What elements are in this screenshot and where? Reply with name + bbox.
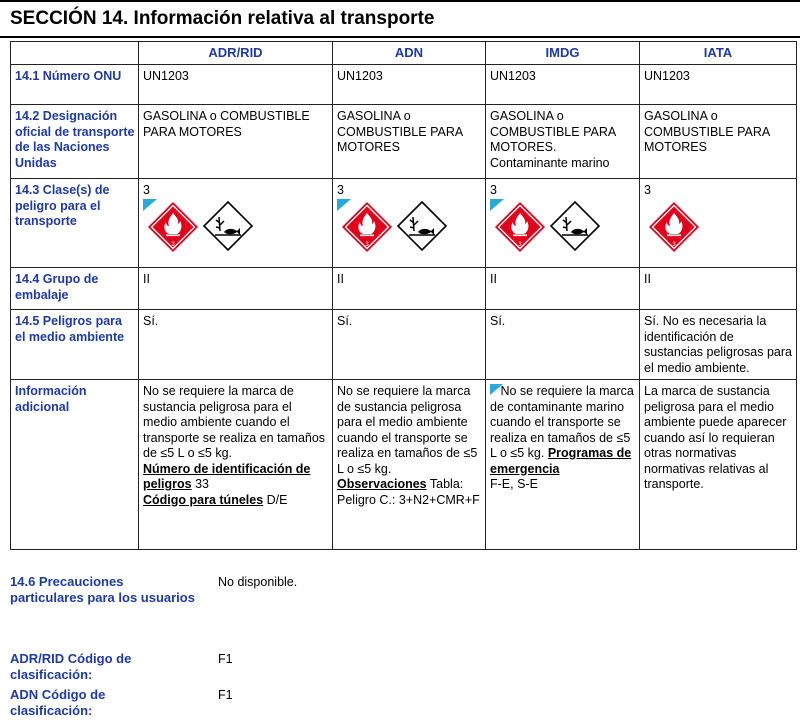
additional-imdg-text: No se requiere la marca de contaminante marino cuando el transporte se realiza en tamaños de ≤5 L o ≤5 kg.: [490, 384, 634, 460]
environment-hazard-icon: [397, 201, 447, 251]
observations-label: Observaciones: [337, 477, 427, 491]
hazard-class-imdg-number: 3: [490, 183, 497, 197]
section-title: SECCIÓN 14. Información relativa al transporte: [0, 0, 800, 38]
svg-text:3: 3: [365, 241, 369, 248]
table-row-additional-info: [11, 380, 797, 550]
designation-imdg-marine-pollutant: Contaminante marino: [490, 155, 610, 170]
designation-imdg-name: GASOLINA o COMBUSTIBLE PARA MOTORES.: [490, 109, 616, 154]
table-row-designation: [11, 105, 797, 179]
un-number-adr: UN1203: [139, 65, 333, 105]
hazard-id-label: Número de identificación de peligros: [143, 461, 311, 491]
special-precautions-value: No disponible.: [218, 575, 298, 589]
packing-group-imdg: II: [486, 268, 640, 310]
row-label-env-hazard: 14.5 Peligros para el medio ambiente: [11, 310, 139, 380]
hazard-class-adn: [333, 179, 486, 268]
env-hazard-imdg: Sí.: [486, 310, 640, 380]
hazard-id-value: 33: [195, 477, 210, 491]
un-number-imdg: UN1203: [486, 65, 640, 105]
tunnel-code-value: D/E: [266, 492, 288, 507]
designation-adn: GASOLINA o COMBUSTIBLE PARA MOTORES: [333, 105, 486, 179]
flammable-liquid-class-3-icon: [494, 201, 546, 253]
additional-adn-text: No se requiere la marca de sustancia peligrosa para el medio ambiente cuando el transporte se realiza en tamaños de ≤5 L o ≤5 kg.: [337, 384, 478, 476]
hazard-class-adr: [139, 179, 333, 268]
row-label-designation: 14.2 Designación oficial de transporte de las Naciones Unidas: [11, 105, 139, 179]
additional-info-iata: [640, 380, 797, 550]
hazard-class-iata-number: 3: [644, 183, 651, 197]
table-header-row: [11, 42, 797, 65]
flammable-liquid-class-3-icon: [341, 201, 393, 253]
hazard-class-imdg: [486, 179, 640, 268]
env-hazard-adn: Sí.: [333, 310, 486, 380]
environment-hazard-icon: [203, 201, 253, 251]
observations-value: Tabla: Peligro C.: 3+N2+CMR+F: [337, 477, 480, 507]
packing-group-adn: II: [333, 268, 486, 310]
additional-iata-text: La marca de sustancia peligrosa para el medio ambiente puede aparecer cuando así lo requieran otras normativas normativas relativas al transporte.: [644, 384, 787, 491]
emergency-programs-label: Programas de emergencia: [490, 446, 632, 476]
env-hazard-adr: Sí.: [139, 310, 333, 380]
adr-classification-code-value: F1: [218, 652, 233, 666]
additional-info-adr: [139, 380, 333, 550]
additional-info-imdg: [486, 380, 640, 550]
svg-text:3: 3: [171, 241, 175, 248]
flammable-liquid-class-3-icon: [648, 201, 700, 253]
packing-group-iata: II: [640, 268, 797, 310]
designation-iata: GASOLINA o COMBUSTIBLE PARA MOTORES: [640, 105, 797, 179]
packing-group-adr: II: [139, 268, 333, 310]
designation-adr: GASOLINA o COMBUSTIBLE PARA MOTORES: [139, 105, 333, 179]
svg-text:3: 3: [518, 241, 522, 248]
hazard-class-iata: [640, 179, 797, 268]
additional-adr-text: No se requiere la marca de sustancia peligrosa para el medio ambiente cuando el transporte se realiza en tamaños de ≤5 L o ≤5 kg.: [143, 384, 326, 460]
additional-info-adn: [333, 380, 486, 550]
row-label-packing-group: 14.4 Grupo de embalaje: [11, 268, 139, 310]
special-precautions-label: 14.6 Precauciones particulares para los usuarios: [10, 574, 195, 605]
environment-hazard-icon: [550, 201, 600, 251]
env-hazard-iata: Sí. No es necesaria la identificación de sustancias peligrosas para el medio ambiente.: [640, 310, 797, 380]
hazard-class-adr-number: 3: [143, 183, 150, 197]
designation-imdg: [486, 105, 640, 179]
hazard-class-adn-number: 3: [337, 183, 344, 197]
flammable-liquid-class-3-icon: [147, 201, 199, 253]
tunnel-code-label: Código para túneles: [143, 492, 264, 507]
column-header-imdg: IMDG: [486, 42, 640, 65]
column-header-adn: ADN: [333, 42, 486, 65]
un-number-iata: UN1203: [640, 65, 797, 105]
table-row-packing-group: [11, 268, 797, 310]
row-label-un-number: 14.1 Número ONU: [11, 65, 139, 105]
column-header-iata: IATA: [640, 42, 797, 65]
row-label-hazard-class: 14.3 Clase(s) de peligro para el transporte: [11, 179, 139, 268]
table-row-un-number: [11, 65, 797, 105]
adn-classification-code-value: F1: [218, 688, 233, 702]
adn-classification-code-label: ADN Código de clasificación:: [10, 687, 106, 718]
adr-classification-code-label: ADR/RID Código de clasificación:: [10, 651, 132, 682]
table-row-env-hazard: [11, 310, 797, 380]
column-header-adr-rid: ADR/RID: [139, 42, 333, 65]
header-empty: [11, 42, 139, 65]
row-label-additional-info: Información adicional: [11, 380, 139, 550]
table-row-hazard-class: [11, 179, 797, 268]
emergency-programs-value: F-E, S-E: [490, 477, 538, 491]
un-number-adn: UN1203: [333, 65, 486, 105]
svg-text:3: 3: [672, 241, 676, 248]
transport-table: [10, 41, 797, 550]
